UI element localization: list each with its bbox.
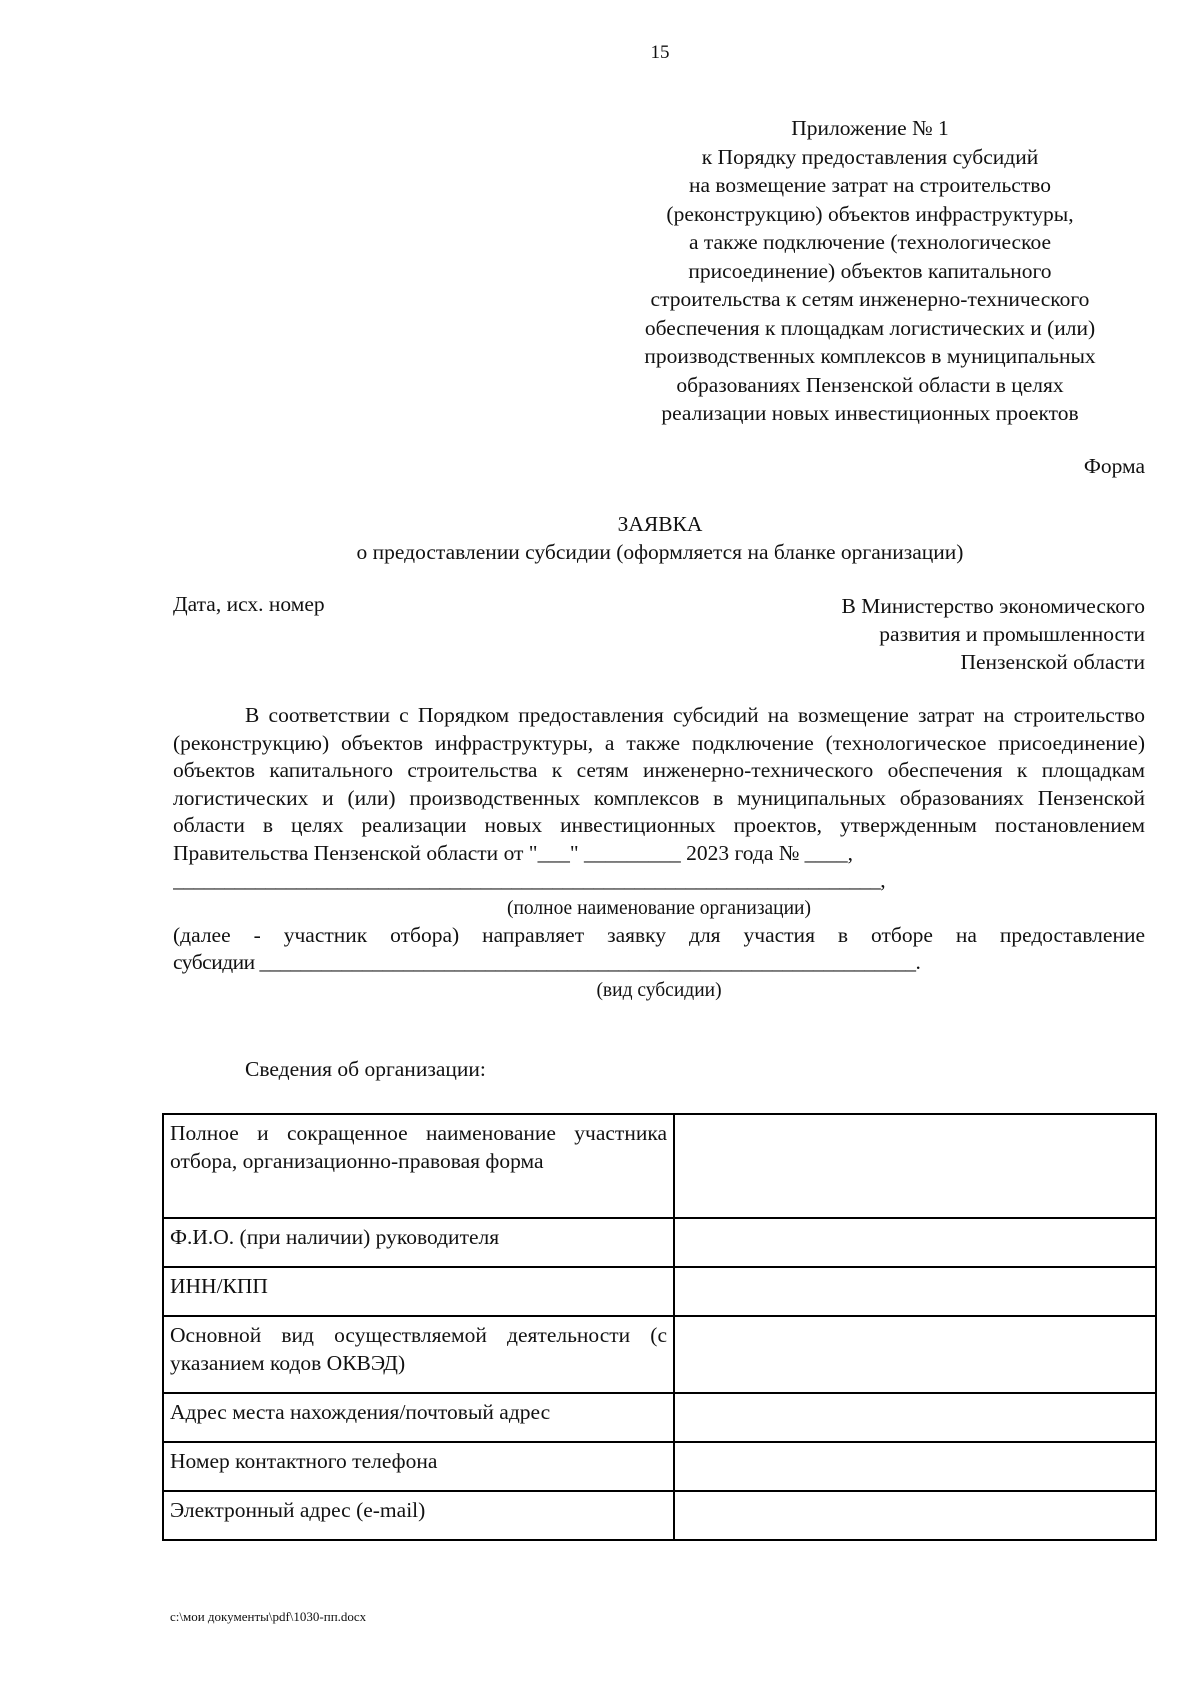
main-paragraph: В соответствии с Порядком предоставления субсидий на возмещение затрат на строительство (реконструкцию) объектов инфраструктуры, а также подключение (технологическое присоединение) объектов капитального строительства к сетям инженерно-технического обеспечения к площадкам логистических и (или) производственных комплексов в муниципальных образованиях Пензенской области в целях реализации новых инвестиционных проектов, утвержденным постановлением Правительства Пензенской области от "___" _________ 2023 года № ____,	[173, 703, 1145, 865]
page-number: 15	[650, 42, 670, 63]
addressee-block	[841, 592, 1145, 676]
organization-name-blank: _____________________________________________________________________,	[173, 868, 886, 892]
title-subheading: о предоставлении субсидии (оформляется на бланке организации)	[356, 540, 964, 564]
table-cell-label: ИНН/КПП	[163, 1267, 674, 1316]
document-title	[0, 510, 1200, 566]
addressee-line: Пензенской области	[960, 650, 1145, 674]
table-cell-label: Ф.И.О. (при наличии) руководителя	[163, 1218, 674, 1267]
appendix-line: производственных комплексов в муниципальных	[644, 344, 1096, 368]
title-heading: ЗАЯВКА	[617, 512, 703, 536]
table-row	[163, 1491, 1156, 1540]
appendix-line: реализации новых инвестиционных проектов	[661, 401, 1079, 425]
appendix-line: образованиях Пензенской области в целях	[676, 372, 1064, 397]
appendix-line: Приложение № 1	[791, 116, 949, 140]
appendix-line: на возмещение затрат на строительство	[689, 173, 1051, 197]
subsidy-type-blank: субсидии ________________________________________________________________.	[173, 950, 921, 974]
table-row	[163, 1267, 1156, 1316]
appendix-line: к Порядку предоставления субсидий	[701, 144, 1039, 169]
table-cell-label: Электронный адрес (e-mail)	[163, 1491, 674, 1540]
addressee-line: В Министерство экономического	[841, 594, 1145, 618]
table-cell-label: Адрес места нахождения/почтовый адрес	[163, 1393, 674, 1442]
footer-file-path: c:\мои документы\pdf\1030-пп.docx	[170, 1609, 367, 1624]
appendix-line: присоединение) объектов капитального	[688, 258, 1052, 283]
table-cell-value	[674, 1218, 1156, 1267]
appendix-block	[620, 114, 1120, 428]
table-cell-label: Основной вид осуществляемой деятельности (с указанием кодов ОКВЭД)	[163, 1316, 674, 1393]
table-row	[163, 1218, 1156, 1267]
organization-name-caption: (полное наименование организации)	[506, 897, 811, 919]
body-text	[173, 702, 1145, 1004]
request-text: (далее - участник отбора) направляет заявку для участия в отборе на предоставление	[173, 922, 1145, 947]
table-row	[163, 1316, 1156, 1393]
table-row	[163, 1393, 1156, 1442]
table-row	[163, 1114, 1156, 1218]
appendix-line: обеспечения к площадкам логистических и (или)	[644, 315, 1096, 340]
table-cell-value	[674, 1393, 1156, 1442]
table-cell-value	[674, 1267, 1156, 1316]
table-cell-value	[674, 1491, 1156, 1540]
table-cell-value	[674, 1442, 1156, 1491]
table-cell-label: Полное и сокращенное наименование участника отбора, организационно-правовая форма	[163, 1114, 674, 1218]
date-number-label: Дата, исх. номер	[173, 592, 325, 616]
table-row	[163, 1442, 1156, 1491]
section-heading: Сведения об организации:	[245, 1057, 486, 1081]
appendix-line: (реконструкцию) объектов инфраструктуры,	[666, 201, 1074, 226]
addressee-line: развития и промышленности	[879, 622, 1145, 646]
table-cell-value	[674, 1114, 1156, 1218]
appendix-line: строительства к сетям инженерно-технического	[650, 287, 1090, 311]
subsidy-type-caption: (вид субсидии)	[596, 979, 722, 1001]
organization-info-table	[162, 1113, 1157, 1541]
table-cell-label: Номер контактного телефона	[163, 1442, 674, 1491]
form-label: Форма	[1083, 454, 1145, 478]
appendix-line: а также подключение (технологическое	[688, 230, 1051, 254]
table-cell-value	[674, 1316, 1156, 1393]
